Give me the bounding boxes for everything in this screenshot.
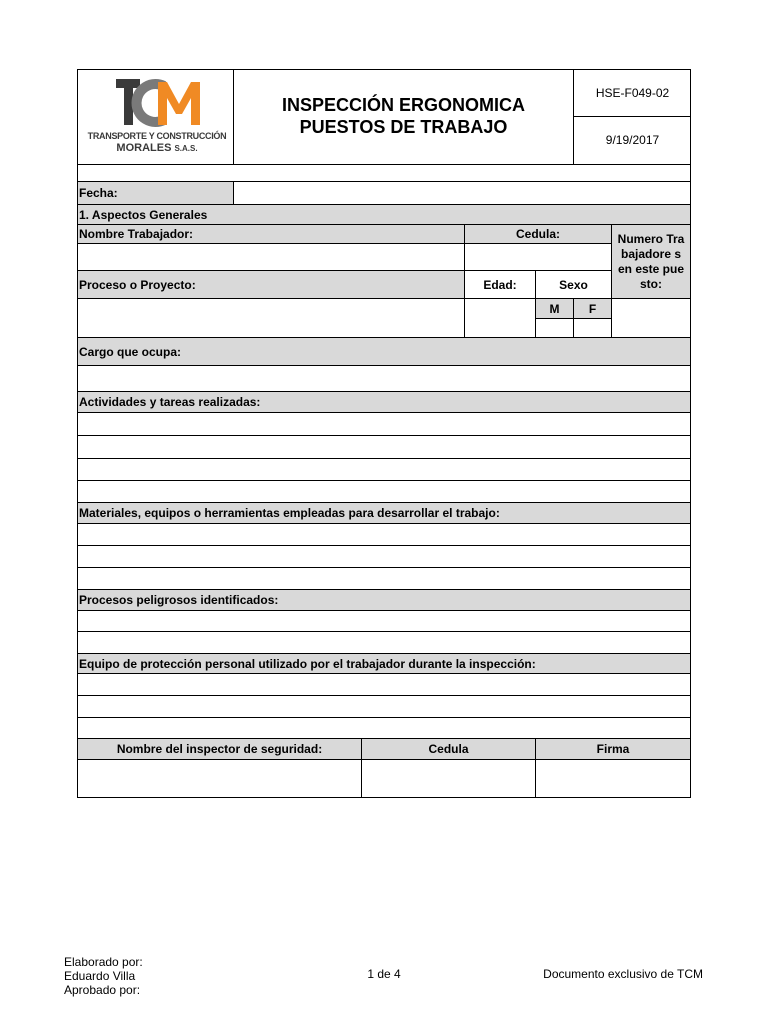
epp-label: Equipo de protección personal utilizado por el trabajador durante la inspección: — [77, 653, 691, 674]
materiales-line-2[interactable] — [77, 567, 691, 568]
epp-line-1[interactable] — [77, 695, 691, 696]
logo-sas: S.A.S. — [174, 144, 198, 153]
section1-heading: 1. Aspectos Generales — [77, 204, 691, 225]
footer-elaborado-nombre: Eduardo Villa — [64, 969, 136, 983]
materiales-label: Materiales, equipos o herramientas empleadas para desarrollar el trabajo: — [77, 502, 691, 524]
edad-label: Edad: — [464, 270, 536, 299]
inspector-field[interactable] — [77, 759, 362, 798]
title-line2: PUESTOS DE TRABAJO — [299, 117, 508, 137]
header-divider-right — [573, 69, 574, 165]
sexo-f-field[interactable] — [573, 318, 612, 338]
actividades-line-1[interactable] — [77, 435, 691, 436]
cedula-field[interactable] — [464, 243, 612, 271]
footer-left — [64, 955, 143, 997]
logo-morales: MORALES — [116, 142, 172, 154]
proceso-field[interactable] — [77, 298, 465, 338]
proceso-label: Proceso o Proyecto: — [77, 270, 465, 299]
nombre-trabajador-field[interactable] — [77, 243, 465, 271]
sexo-m-label: M — [535, 298, 574, 319]
footer-exclusive: Documento exclusivo de TCM — [543, 967, 703, 981]
sexo-m-field[interactable] — [535, 318, 574, 338]
inspector-label: Nombre del inspector de seguridad: — [77, 738, 362, 760]
sexo-label: Sexo — [535, 270, 612, 299]
cargo-label: Cargo que ocupa: — [77, 337, 691, 366]
fecha-field[interactable] — [233, 181, 691, 205]
sexo-f-label: F — [573, 298, 612, 319]
firma-label: Firma — [535, 738, 691, 760]
footer-elaborado: Elaborado por: — [64, 955, 143, 969]
numero-trabajadores-text: Numero Trabajadore s en este puesto: — [617, 231, 685, 291]
title-line1: INSPECCIÓN ERGONOMICA — [281, 95, 526, 115]
firma-field[interactable] — [535, 759, 691, 798]
footer-aprobado: Aprobado por: — [64, 983, 141, 997]
nombre-trabajador-label: Nombre Trabajador: — [77, 224, 465, 244]
edad-field[interactable] — [464, 298, 536, 338]
header-divider-code — [573, 116, 691, 117]
company-logo — [86, 76, 228, 160]
materiales-line-1[interactable] — [77, 545, 691, 546]
actividades-line-3[interactable] — [77, 480, 691, 481]
cedula-label: Cedula: — [464, 224, 612, 244]
numero-trabajadores-label — [611, 224, 691, 299]
numero-trabajadores-field[interactable] — [611, 298, 691, 338]
logo-line2 — [86, 142, 228, 154]
procesos-peligrosos-label: Procesos peligrosos identificados: — [77, 589, 691, 611]
procesos-peligrosos-line-1[interactable] — [77, 631, 691, 632]
logo-line1: TRANSPORTE Y CONSTRUCCIÓN — [87, 131, 227, 141]
document-date: 9/19/2017 — [605, 133, 660, 147]
cedula-inspector-field[interactable] — [361, 759, 536, 798]
cedula-inspector-label: Cedula — [361, 738, 536, 760]
document-code: HSE-F049-02 — [595, 86, 670, 100]
fecha-label: Fecha: — [77, 181, 234, 205]
actividades-line-2[interactable] — [77, 458, 691, 459]
tcm-logo-mark-icon — [86, 76, 228, 130]
footer-page-number: 1 de 4 — [367, 967, 401, 981]
epp-line-2[interactable] — [77, 717, 691, 718]
document-title — [234, 94, 573, 138]
actividades-label: Actividades y tareas realizadas: — [77, 391, 691, 413]
